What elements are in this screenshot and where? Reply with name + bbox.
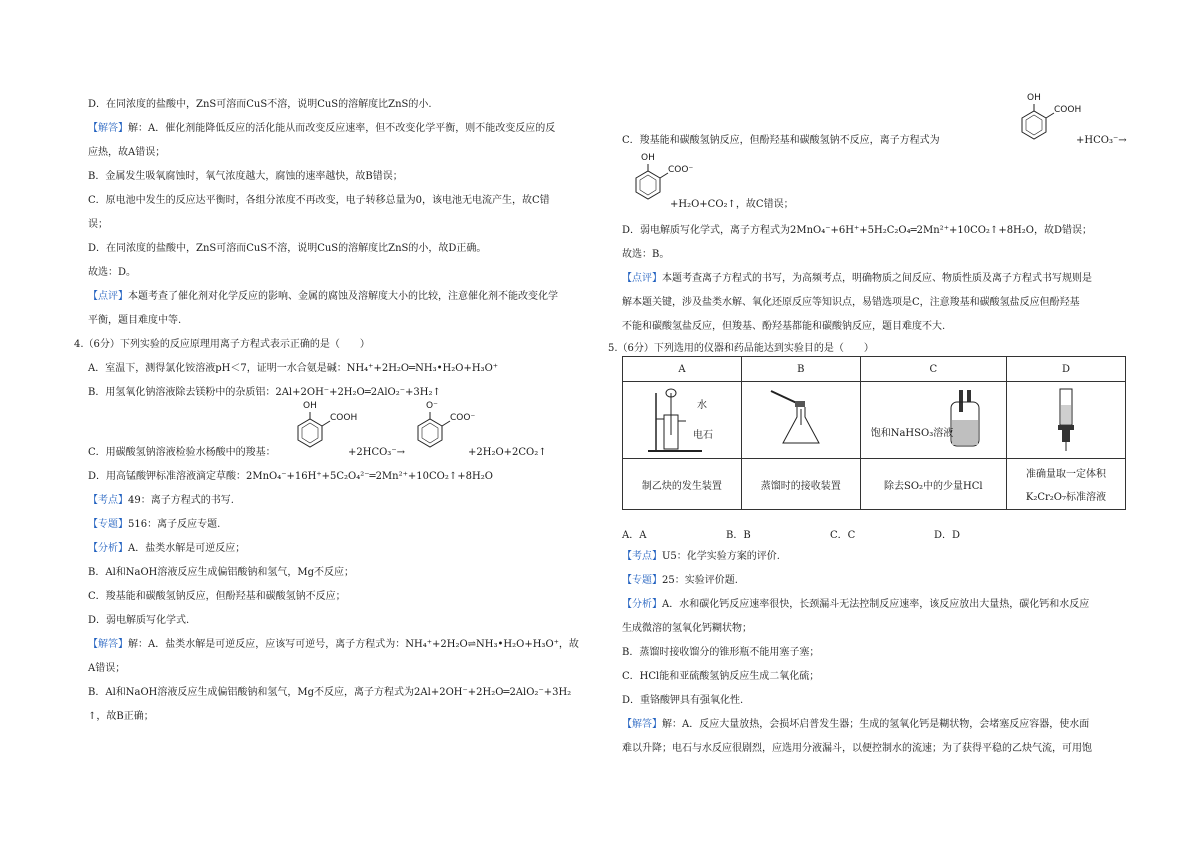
text-line [622,718,1089,731]
section-tag: 【解答】 [88,123,128,134]
text-line: 解本题关键，涉及盐类水解、氧化还原反应等知识点，易错选项是C，注意羧基和碳酸氢盐反应但酚羟基 [622,297,1080,308]
apparatus-a-cell [623,382,742,459]
choice-c: C．C [830,530,856,541]
equation-part: +2HCO₃⁻→ [348,447,405,458]
text-line [88,122,555,135]
text-line: B．Al和NaOH溶液反应生成偏铝酸钠和氢气，Mg不反应； [88,567,355,578]
text-line: D．重铬酸钾具有强氧化性. [622,695,744,706]
section-tag: 【解答】 [88,639,128,650]
caption-d [1006,459,1125,510]
text-line: B．金属发生吸氧腐蚀时，氧气浓度越大，腐蚀的速率越快，故B错误； [88,171,403,182]
text-line: 不能和碳酸氢盐反应，但羧基、酚羟基都能和碳酸钠反应，题目难度不大. [622,321,946,332]
coo-minus-label: COO⁻ [668,165,694,175]
phenol-carboxylate-molecule [622,153,694,204]
acetylene-generator-diagram [642,385,722,455]
section-tag: 【解答】 [622,719,662,730]
text-line: 生成微溶的氢氧化钙糊状物； [622,623,752,634]
text-line: C．羧基能和碳酸氢钠反应，但酚羟基和碳酸氢钠不反应，离子方程式为 [622,135,940,146]
burette-diagram [1046,385,1086,455]
section-tag: 【点评】 [622,273,662,284]
text-line: B．Al和NaOH溶液反应生成偏铝酸钠和氢气，Mg不反应，离子方程式为2Al+2OH⁻+2H₂O═2AlO₂⁻+3H₂ [88,687,572,698]
text-span: 本题考查离子方程式的书写，为高频考点，明确物质之间反应、物质性质及离子方程式书写规则是 [662,273,1092,284]
text-line [88,494,234,507]
section-tag: 【专题】 [88,519,128,530]
apparatus-b-cell [741,382,860,459]
text-line: D．弱电解质写化学式，离子方程式为2MnO₄⁻+6H⁺+5H₂C₂O₄═2Mn²⁺+10CO₂↑+8H₂O，故D错误； [622,225,1092,236]
salicylate-dianion-molecule [404,401,476,452]
oh-label: OH [641,153,655,163]
text-span: 解：A．反应大量放热，会损坏启普发生器；生成的氢氧化钙是糊状物，会堵塞反应容器，使水面 [662,719,1090,730]
question-4: 4.（6分）下列实验的反应原理用离子方程式表示正确的是（ ） [74,339,370,350]
option-d: D．用高锰酸钾标准溶液滴定草酸：2MnO₄⁻+16H⁺+5C₂O₄²⁻═2Mn²⁺+10CO₂↑+8H₂O [88,471,493,482]
table-header: D [1006,357,1125,382]
text-span: 解：A．盐类水解是可逆反应，应该写可逆号，离子方程式为：NH₄⁺+2H₂O⇌NH₃•H₂O+H₃O⁺，故 [128,639,579,650]
experiment-table [622,356,1126,510]
text-line [88,518,220,531]
text-line: C．羧基能和碳酸氢钠反应，但酚羟基和碳酸氢钠不反应； [88,591,346,602]
wash-bottle-diagram [945,390,985,450]
text-line: 难以升降；电石与水反应很剧烈，应选用分液漏斗，以便控制水的流速；为了获得平稳的乙炔气流，可用饱 [622,743,1092,754]
caption-b: 蒸馏时的接收装置 [741,459,860,510]
section-tag: 【分析】 [88,543,128,554]
text-line: 平衡，题目难度中等. [88,315,182,326]
apparatus-d-cell [1006,382,1125,459]
section-tag: 【分析】 [622,599,662,610]
table-header: B [741,357,860,382]
choice-b: B．B [726,530,751,541]
table-header: A [623,357,742,382]
salicylic-acid-molecule [1008,93,1082,144]
text-line [88,290,558,303]
text-line: 故选：B。 [622,249,670,260]
section-tag: 【考点】 [88,495,128,506]
text-line [88,542,245,555]
text-line [88,638,579,651]
text-span: 516：离子反应专题. [128,519,221,530]
text-line: B．蒸馏时接收馏分的锥形瓶不能用塞子塞； [622,647,820,658]
oh-label: OH [1027,93,1041,103]
text-line: D．弱电解质写化学式. [88,615,190,626]
text-line: ↑，故B正确； [88,711,154,722]
text-line: C．原电池中发生的反应达平衡时，各组分浓度不再改变，电子转移总量为0，该电池无电流产生，故C错 [88,195,550,206]
equation-part: +H₂O+CO₂↑，故C错误； [670,199,794,210]
option-a: A．室温下，测得氯化铵溶液pH＜7，证明一水合氨是碱：NH₄⁺+2H₂O═NH₃•H₂O+H₃O⁺ [88,363,499,374]
distillation-receiver-diagram [761,385,841,455]
question-5: 5.（6分）下列选用的仪器和药品能达到实验目的是（ ） [608,343,874,354]
section-tag: 【点评】 [88,291,128,302]
caption-c: 除去SO₂中的少量HCl [860,459,1006,510]
equation-part: +HCO₃⁻→ [1076,135,1127,146]
text-span: U5：化学实验方案的评价. [662,551,780,562]
text-line: 应热，故A错误； [88,147,166,158]
bottle-label: 饱和NaHSO₃溶液 [870,428,954,439]
salicylic-acid-molecule [284,401,358,452]
text-line: A错误； [88,663,126,674]
text-line: D．在同浓度的盐酸中，ZnS可溶而CuS不溶，说明CuS的溶解度比ZnS的小，故D正确。 [88,243,487,254]
text-line: 误； [88,219,108,230]
oh-label: OH [303,401,317,411]
text-line [622,272,1092,285]
cooh-label: COOH [330,413,358,423]
equation-part: +2H₂O+2CO₂↑ [468,447,547,458]
caption-d-line1: 准确量取一定体积 [1025,469,1106,480]
text-line [622,550,780,563]
water-label: 水 [697,400,707,411]
text-line: 故选：D。 [88,267,137,278]
text-span: 解：A．催化剂能降低反应的活化能从而改变反应速率，但不改变化学平衡，则不能改变反应的反 [128,123,556,134]
carbide-label: 电石 [693,430,713,441]
text-line [622,574,738,587]
text-span: 本题考查了催化剂对化学反应的影响、金属的腐蚀及溶解度大小的比较，注意催化剂不能改变化学 [128,291,558,302]
caption-a: 制乙炔的发生装置 [623,459,742,510]
caption-d-line2: K₂Cr₂O₇标准溶液 [1025,492,1107,503]
text-span: A．盐类水解是可逆反应； [128,543,246,554]
text-span: A．水和碳化钙反应速率很快，长颈漏斗无法控制反应速率，该反应放出大量热，碳化钙和水反应 [662,599,1090,610]
apparatus-c-cell [860,382,1006,459]
choice-d: D．D [934,530,961,541]
section-tag: 【专题】 [622,575,662,586]
table-header: C [860,357,1006,382]
text-line: D．在同浓度的盐酸中，ZnS可溶而CuS不溶，说明CuS的溶解度比ZnS的小. [88,99,432,110]
text-span: 25：实验评价题. [662,575,738,586]
choice-a: A．A [622,530,647,541]
text-span: 49：离子方程式的书写. [128,495,234,506]
text-line: C．HCl能和亚硫酸氢钠反应生成二氧化硫； [622,671,820,682]
option-c: C．用碳酸氢钠溶液检验水杨酸中的羧基： [88,447,276,458]
text-line [622,598,1089,611]
coo-minus-label: COO⁻ [450,413,476,423]
cooh-label: COOH [1054,105,1082,115]
option-b: B．用氢氧化钠溶液除去镁粉中的杂质铝：2Al+2OH⁻+2H₂O═2AlO₂⁻+3H₂↑ [88,387,441,398]
section-tag: 【考点】 [622,551,662,562]
o-minus-label: O⁻ [426,401,438,411]
